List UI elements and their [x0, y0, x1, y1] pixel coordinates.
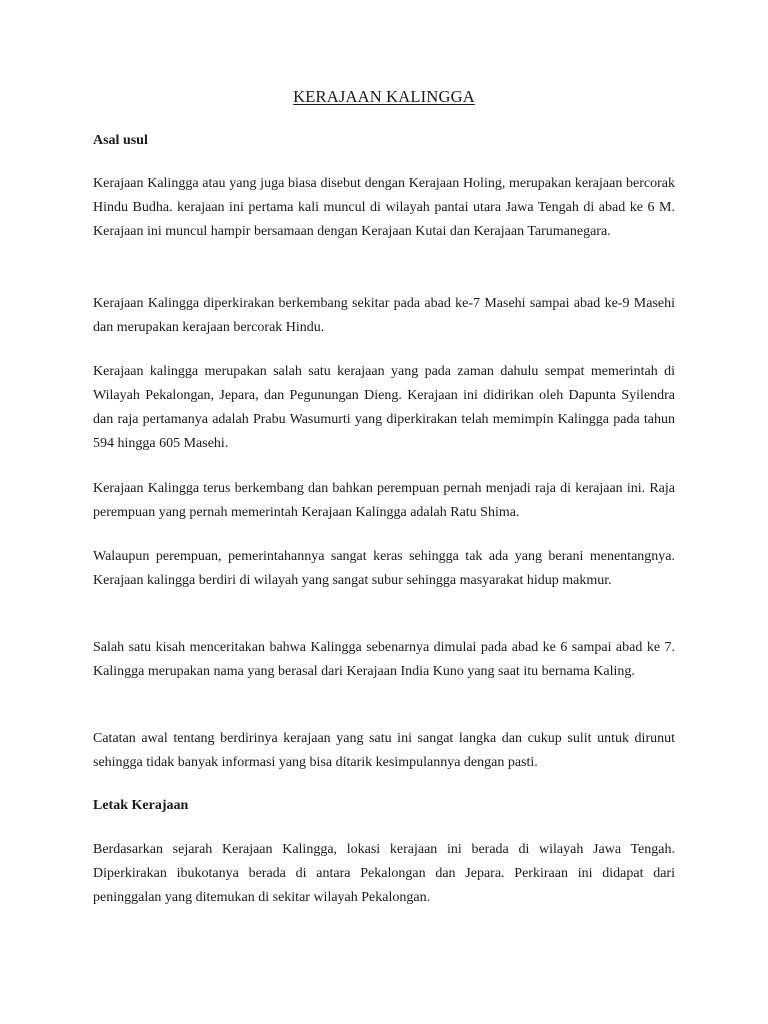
paragraph: Salah satu kisah menceritakan bahwa Kalingga sebenarnya dimulai pada abad ke 6 sampai abad ke 7. Kalingga merupakan nama yang berasal dari Kerajaan India Kuno yang saat itu bernama Kaling.: [93, 640, 675, 679]
section-heading-asal-usul: Asal usul: [93, 133, 148, 148]
paragraph: Catatan awal tentang berdirinya kerajaan yang satu ini sangat langka dan cukup sulit untuk dirunut sehingga tidak banyak informasi yang bisa ditarik kesimpulannya dengan pasti.: [93, 731, 675, 770]
paragraph: Walaupun perempuan, pemerintahannya sangat keras sehingga tak ada yang berani menentangnya. Kerajaan kalingga berdiri di wilayah yang sangat subur sehingga masyarakat hidup makmur.: [93, 549, 675, 588]
document-title: KERAJAAN KALINGGA: [293, 87, 475, 106]
section-heading-letak-kerajaan: Letak Kerajaan: [93, 798, 189, 813]
paragraph: Kerajaan Kalingga terus berkembang dan bahkan perempuan pernah menjadi raja di kerajaan ini. Raja perempuan yang pernah memerintah Kerajaan Kalingga adalah Ratu Shima.: [93, 481, 675, 520]
paragraph: Kerajaan kalingga merupakan salah satu kerajaan yang pada zaman dahulu sempat memerintah di Wilayah Pekalongan, Jepara, dan Pegunungan Dieng. Kerajaan ini didirikan oleh Dapunta Syilendra dan raja pertamanya adalah Prabu Wasumurti yang diperkirakan telah memimpin Kalingga pada tahun 594 hingga 605 Masehi.: [93, 364, 675, 451]
paragraph: Kerajaan Kalingga diperkirakan berkembang sekitar pada abad ke-7 Masehi sampai abad ke-9 Masehi dan merupakan kerajaan bercorak Hindu.: [93, 296, 675, 335]
paragraph: Berdasarkan sejarah Kerajaan Kalingga, lokasi kerajaan ini berada di wilayah Jawa Tengah. Diperkirakan ibukotanya berada di antara Pekalongan dan Jepara. Perkiraan ini didapat dari peninggalan yang ditemukan di sekitar wilayah Pekalongan.: [93, 842, 675, 905]
paragraph: Kerajaan Kalingga atau yang juga biasa disebut dengan Kerajaan Holing, merupakan kerajaan bercorak Hindu Budha. kerajaan ini pertama kali muncul di wilayah pantai utara Jawa Tengah di abad ke 6 M. Kerajaan ini muncul hampir bersamaan dengan Kerajaan Kutai dan Kerajaan Tarumanegara.: [93, 176, 675, 239]
